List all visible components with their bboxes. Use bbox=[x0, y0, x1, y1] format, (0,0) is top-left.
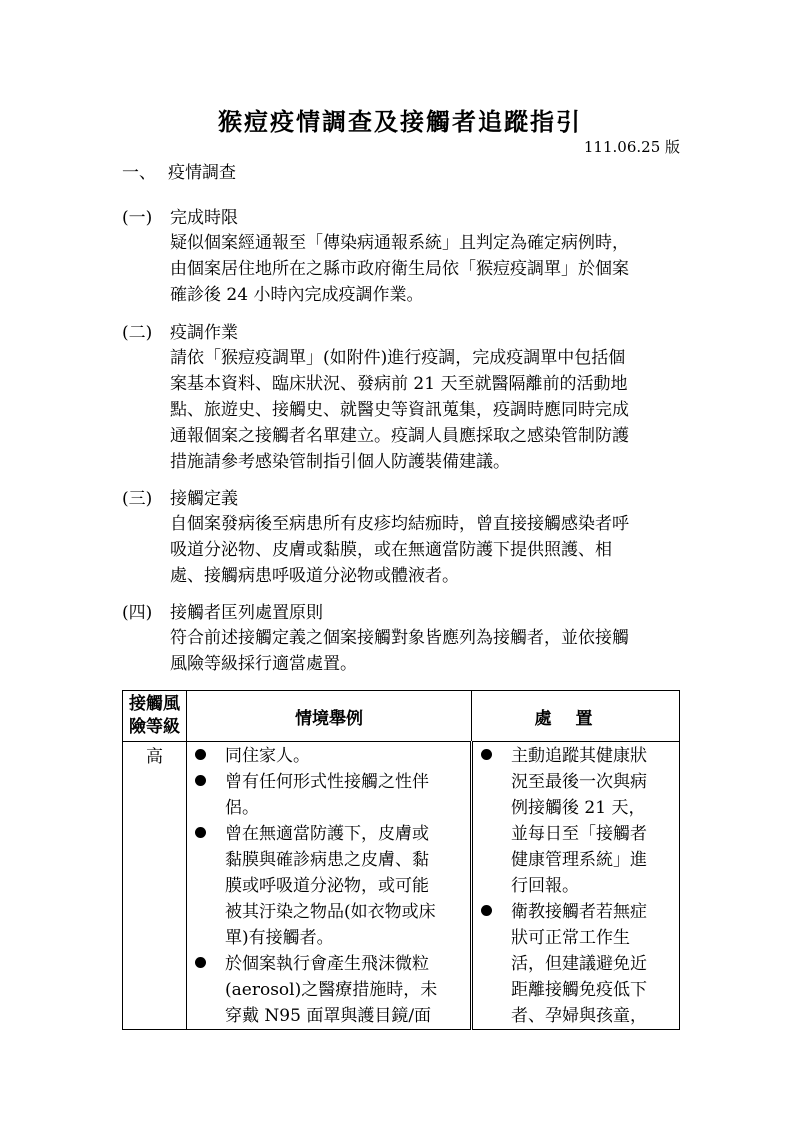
header-risk-level-line2: 險等級 bbox=[129, 717, 180, 737]
paragraph-line: 吸道分泌物、皮膚或黏膜，或在無適當防護下提供照護、相 bbox=[170, 540, 612, 560]
list-item-line: 並每日至「接觸者 bbox=[511, 824, 647, 844]
list-item-line: 穿戴 N95 面罩與護目鏡/面 bbox=[225, 1006, 432, 1026]
paragraph-line: 案基本資料、臨床狀況、發病前 21 天至就醫隔離前的活動地 bbox=[170, 374, 628, 394]
header-risk-level bbox=[123, 691, 187, 742]
bullet-icon bbox=[481, 905, 492, 916]
header-risk-level-line1: 接觸風 bbox=[129, 694, 180, 714]
list-item-line: 者、孕婦與孩童， bbox=[511, 1006, 647, 1026]
version-label: 111.06.25 版 bbox=[583, 138, 680, 156]
paragraph-line: 由個案居住地所在之縣市政府衛生局依「猴痘疫調單」於個案 bbox=[170, 259, 629, 279]
paragraph-line: 請依「猴痘疫調單」(如附件)進行疫調，完成疫調單中包括個 bbox=[170, 348, 626, 368]
list-item-line: 黏膜與確診病患之皮膚、黏 bbox=[225, 850, 429, 870]
list-item bbox=[187, 951, 470, 1029]
list-item bbox=[473, 743, 679, 899]
list-item-line: 同住家人。 bbox=[225, 746, 310, 766]
list-item-line: 於個案執行會產生飛沫微粒 bbox=[225, 954, 429, 974]
section-title: 接觸定義 bbox=[170, 489, 238, 509]
heading-epidemic-investigation bbox=[122, 158, 236, 183]
bullet-icon bbox=[195, 775, 206, 786]
section-number: (三) bbox=[122, 489, 153, 509]
bullet-icon bbox=[195, 957, 206, 968]
section-title: 疫調作業 bbox=[170, 323, 238, 343]
paragraph-line: 處、接觸病患呼吸道分泌物或體液者。 bbox=[170, 566, 459, 586]
section-investigation-work bbox=[122, 318, 692, 475]
section-number: (二) bbox=[122, 323, 153, 343]
list-item-line: 曾在無適當防護下，皮膚或 bbox=[225, 824, 429, 844]
situation-cell bbox=[187, 742, 472, 1030]
list-item-line: 健康管理系統」進 bbox=[511, 850, 647, 870]
list-item-line: 衛教接觸者若無症 bbox=[511, 902, 647, 922]
paragraph-line: 疑似個案經通報至「傳染病通報系統」且判定為確定病例時， bbox=[170, 233, 629, 253]
section-title: 接觸者匡列處置原則 bbox=[170, 603, 323, 623]
list-item-line: 狀可正常工作生 bbox=[511, 928, 630, 948]
paragraph-line: 通報個案之接觸者名單建立。疫調人員應採取之感染管制防護 bbox=[170, 426, 629, 446]
list-item-line: 膜或呼吸道分泌物，或可能 bbox=[225, 876, 429, 896]
paragraph-line: 確診後 24 小時內完成疫調作業。 bbox=[170, 285, 424, 305]
paragraph-line: 點、旅遊史、接觸史、就醫史等資訊蒐集，疫調時應同時完成 bbox=[170, 400, 629, 420]
risk-level-cell: 高 bbox=[123, 742, 187, 1030]
header-situation: 情境舉例 bbox=[187, 691, 472, 742]
list-item bbox=[187, 769, 470, 821]
header-action: 處置 bbox=[472, 691, 680, 742]
paragraph-line: 風險等級採行適當處置。 bbox=[170, 654, 357, 674]
paragraph-line: 符合前述接觸定義之個案接觸對象皆應列為接觸者，並依接觸 bbox=[170, 628, 629, 648]
list-item bbox=[187, 743, 470, 769]
list-item-line: 侶。 bbox=[225, 798, 259, 818]
section-completion-deadline bbox=[122, 203, 692, 308]
list-item-line: 行回報。 bbox=[511, 876, 579, 896]
contact-risk-table bbox=[122, 690, 680, 1030]
section-contact-handling-principles bbox=[122, 598, 692, 677]
table-row bbox=[123, 742, 680, 1030]
list-item bbox=[473, 899, 679, 1029]
list-item-line: 曾有任何形式性接觸之性伴 bbox=[225, 772, 429, 792]
list-item-line: 例接觸後 21 天， bbox=[511, 798, 646, 818]
list-item-line: 距離接觸免疫低下 bbox=[511, 980, 647, 1000]
section-number: (四) bbox=[122, 603, 153, 623]
bullet-icon bbox=[195, 827, 206, 838]
list-item-line: 被其汙染之物品(如衣物或床 bbox=[225, 902, 436, 922]
paragraph-line: 自個案發病後至病患所有皮疹均結痂時，曾直接接觸感染者呼 bbox=[170, 514, 629, 534]
list-item-line: (aerosol)之醫療措施時，未 bbox=[225, 980, 438, 1000]
document-title: 猴痘疫情調查及接觸者追蹤指引 bbox=[218, 107, 582, 136]
list-item bbox=[187, 821, 470, 951]
list-item-line: 活，但建議避免近 bbox=[511, 954, 647, 974]
heading-number: 一、 bbox=[122, 163, 156, 183]
section-number: (一) bbox=[122, 208, 153, 228]
bullet-icon bbox=[195, 749, 206, 760]
table-header-row bbox=[123, 691, 680, 742]
section-title: 完成時限 bbox=[170, 208, 238, 228]
list-item-line: 主動追蹤其健康狀 bbox=[511, 746, 647, 766]
list-item-line: 單)有接觸者。 bbox=[225, 928, 334, 948]
paragraph-line: 措施請參考感染管制指引個人防護裝備建議。 bbox=[170, 452, 510, 472]
list-item-line: 況至最後一次與病 bbox=[511, 772, 647, 792]
bullet-icon bbox=[481, 749, 492, 760]
section-contact-definition bbox=[122, 484, 692, 589]
heading-text: 疫情調查 bbox=[168, 163, 236, 183]
action-cell bbox=[472, 742, 680, 1030]
